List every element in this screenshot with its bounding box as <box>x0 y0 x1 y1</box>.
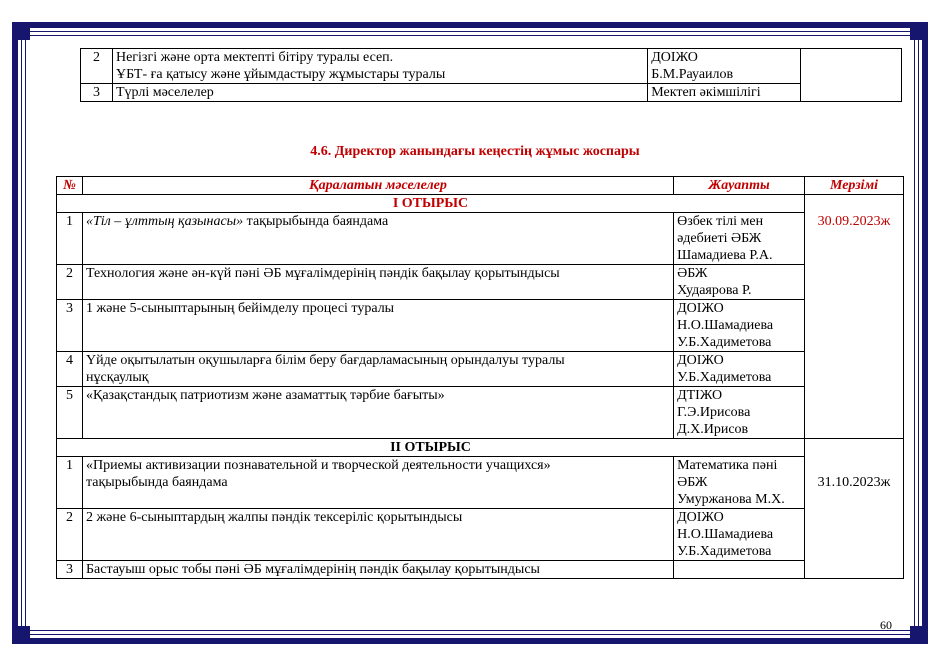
responsible-line: Умуржанова М.Х. <box>677 492 785 507</box>
topic-line: ҰБТ- ға қатысу және ұйымдастыру жұмыстары туралы <box>115 67 446 82</box>
responsible-line: Н.О.Шамадиева <box>677 318 774 333</box>
deadline-cell <box>805 439 904 457</box>
topic-line: нұсқаулық <box>85 370 149 385</box>
row-number: 2 <box>57 509 83 561</box>
row-number: 2 <box>81 49 113 84</box>
responsible-line: әдебиеті ӘБЖ <box>677 231 762 246</box>
responsible-line: Өзбек тілі мен <box>677 214 764 229</box>
frame-corner <box>910 626 924 640</box>
frame-corner <box>910 26 924 40</box>
responsible-line: У.Б.Хадиметова <box>677 335 772 350</box>
topic-cell: «Қазақстандық патриотизм және азаматтық тәрбие бағыты» <box>82 387 673 439</box>
responsible-cell <box>674 213 805 265</box>
topic-text: тақырыбында баяндама <box>243 214 389 229</box>
table-row <box>57 387 904 439</box>
responsible-line: У.Б.Хадиметова <box>677 370 772 385</box>
table-row <box>57 213 904 265</box>
previous-plan-table <box>80 48 902 102</box>
header-responsible: Жауапты <box>674 177 805 195</box>
topic-cell: Бастауыш орыс тобы пәні ӘБ мұғалімдерінің пәндік бақылау қорытындысы <box>82 561 673 579</box>
session-deadline: 31.10.2023ж <box>805 457 904 509</box>
deadline-cell <box>805 195 904 213</box>
topic-line: «Приемы активизации познавательной и творческой деятельности учащихся» <box>85 458 551 473</box>
responsible-line: ДОІЖО <box>677 301 724 316</box>
responsible-line: Д.Х.Ирисов <box>677 422 749 437</box>
table-row <box>81 84 902 102</box>
responsible-cell <box>648 49 801 84</box>
header-number: № <box>57 177 83 195</box>
responsible-cell: Мектеп әкімшілігі <box>648 84 801 102</box>
table-row <box>81 49 902 84</box>
frame-corner <box>16 26 30 40</box>
responsible-line: ӘБЖ <box>677 475 708 490</box>
row-number: 2 <box>57 265 83 300</box>
responsible-cell <box>674 265 805 300</box>
topic-cell <box>112 49 647 84</box>
page-number: 60 <box>880 618 892 632</box>
session-title: ІІ ОТЫРЫС <box>57 439 805 457</box>
table-row <box>57 509 904 561</box>
deadline-cell <box>805 509 904 561</box>
session-title: І ОТЫРЫС <box>57 195 805 213</box>
topic-line: тақырыбында баяндама <box>85 475 228 490</box>
responsible-cell <box>674 300 805 352</box>
responsible-line: ДТІЖО <box>677 388 723 403</box>
responsible-line: Математика пәні <box>677 458 778 473</box>
header-deadline: Мерзімі <box>805 177 904 195</box>
responsible-line: Г.Э.Ирисова <box>677 405 751 420</box>
session-header-row <box>57 195 904 213</box>
topic-cell <box>82 213 673 265</box>
responsible-cell <box>674 561 805 579</box>
header-topic: Қаралатын мәселелер <box>82 177 673 195</box>
responsible-line: Шамадиева Р.А. <box>677 248 773 263</box>
table-row <box>57 300 904 352</box>
topic-line: Негізгі және орта мектепті бітіру туралы есеп. <box>115 50 394 65</box>
row-number: 5 <box>57 387 83 439</box>
responsible-line: ӘБЖ <box>677 266 708 281</box>
topic-cell <box>82 457 673 509</box>
topic-title: «Тіл – ұлттың қазынасы» <box>85 214 244 229</box>
table-header-row <box>57 177 904 195</box>
frame-corner <box>16 626 30 640</box>
topic-cell: 1 және 5-сыныптарының бейімделу процесі туралы <box>82 300 673 352</box>
row-number: 3 <box>81 84 113 102</box>
deadline-cell <box>805 561 904 579</box>
topic-cell: Түрлі мәселелер <box>112 84 647 102</box>
responsible-cell <box>674 387 805 439</box>
responsible-cell <box>674 509 805 561</box>
responsible-cell <box>674 352 805 387</box>
session-deadline: 30.09.2023ж <box>805 213 904 439</box>
topic-cell: Технология және ән-күй пәні ӘБ мұғалімдерінің пәндік бақылау қорытындысы <box>82 265 673 300</box>
responsible-line: Б.М.Рауаилов <box>651 67 734 82</box>
section-title: 4.6. Директор жанындағы кеңестің жұмыс жоспары <box>310 144 640 159</box>
topic-line: Үйде оқытылатын оқушыларға білім беру бағдарламасының орындалуы туралы <box>85 353 565 368</box>
responsible-line: ДОІЖО <box>677 353 724 368</box>
table-row <box>57 265 904 300</box>
responsible-line: Н.О.Шамадиева <box>677 527 774 542</box>
row-number: 3 <box>57 300 83 352</box>
session-header-row <box>57 439 904 457</box>
row-number: 1 <box>57 213 83 265</box>
responsible-line: ДОІЖО <box>677 510 724 525</box>
deadline-cell <box>801 49 902 102</box>
director-council-plan-table <box>56 176 904 579</box>
responsible-line: ДОІЖО <box>651 50 698 65</box>
row-number: 4 <box>57 352 83 387</box>
table-row <box>57 561 904 579</box>
row-number: 3 <box>57 561 83 579</box>
topic-cell <box>82 352 673 387</box>
table-row <box>57 457 904 509</box>
responsible-cell <box>674 457 805 509</box>
table-row <box>57 352 904 387</box>
responsible-line: У.Б.Хадиметова <box>677 544 772 559</box>
topic-cell: 2 және 6-сыныптардың жалпы пәндік тексерiлiс қорытындысы <box>82 509 673 561</box>
responsible-line: Худаярова Р. <box>677 283 752 298</box>
row-number: 1 <box>57 457 83 509</box>
